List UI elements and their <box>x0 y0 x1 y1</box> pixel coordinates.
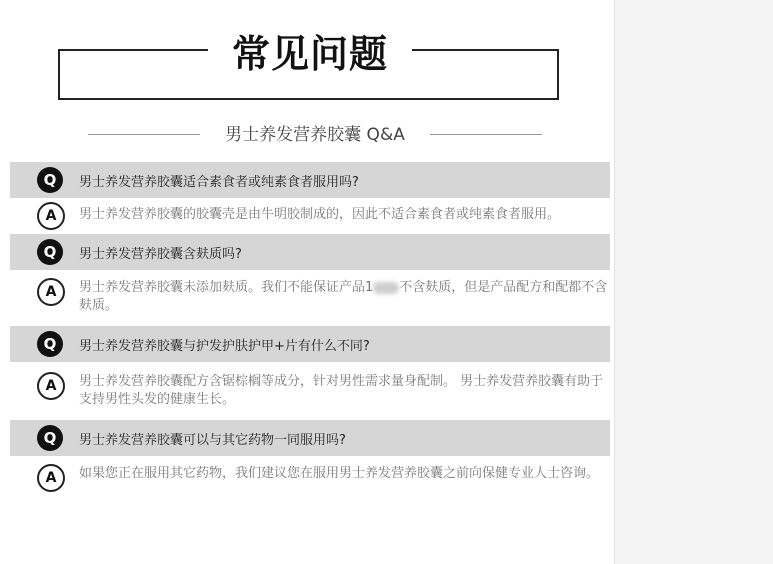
answer-row <box>10 362 610 420</box>
answer-text-part: 不含麸质，但是产品配方和配都不含麸质。 <box>79 280 608 313</box>
answer-text <box>79 279 609 315</box>
question-row <box>10 326 610 362</box>
question-text: 男士养发营养胶囊适合素食者或纯素食者服用吗? <box>79 175 359 190</box>
answer-text-part: 男士养发营养胶囊未添加麸质。我们不能保证产品1 <box>79 280 374 295</box>
answer-text: 男士养发营养胶囊配方含锯棕榈等成分，针对男性需求量身配制。 男士养发营养胶囊有助于支持男性头发的健康生长。 <box>79 374 604 407</box>
answer-row <box>10 456 610 512</box>
faq-panel <box>10 0 610 564</box>
q-badge-icon: Q <box>37 239 63 265</box>
a-badge-icon: A <box>37 464 65 492</box>
q-badge-icon: Q <box>37 167 63 193</box>
a-badge-icon: A <box>37 372 65 400</box>
answer-row <box>10 198 610 234</box>
question-text: 男士养发营养胶囊含麸质吗? <box>79 247 242 262</box>
page-title: 常见问题 <box>208 26 412 82</box>
q-badge-icon: Q <box>37 425 63 451</box>
a-badge-icon: A <box>37 278 65 306</box>
question-row <box>10 234 610 270</box>
subtitle-block <box>88 120 542 150</box>
question-row <box>10 162 610 198</box>
question-text: 男士养发营养胶囊可以与其它药物一同服用吗? <box>79 433 346 448</box>
q-badge-icon: Q <box>37 331 63 357</box>
subtitle-text: 男士养发营养胶囊 Q&A <box>221 125 409 145</box>
answer-text: 如果您正在服用其它药物，我们建议您在服用男士养发营养胶囊之前向保健专业人士咨询。 <box>79 466 600 481</box>
answer-row <box>10 270 610 326</box>
blurred-redaction <box>373 282 399 294</box>
answer-text: 男士养发营养胶囊的胶囊壳是由牛明胶制成的，因此不适合素食者或纯素食者服用。 <box>79 207 561 222</box>
side-panel <box>614 0 773 564</box>
question-text: 男士养发营养胶囊与护发护肤护甲+片有什么不同? <box>79 339 370 354</box>
question-row <box>10 420 610 456</box>
a-badge-icon: A <box>37 202 65 230</box>
